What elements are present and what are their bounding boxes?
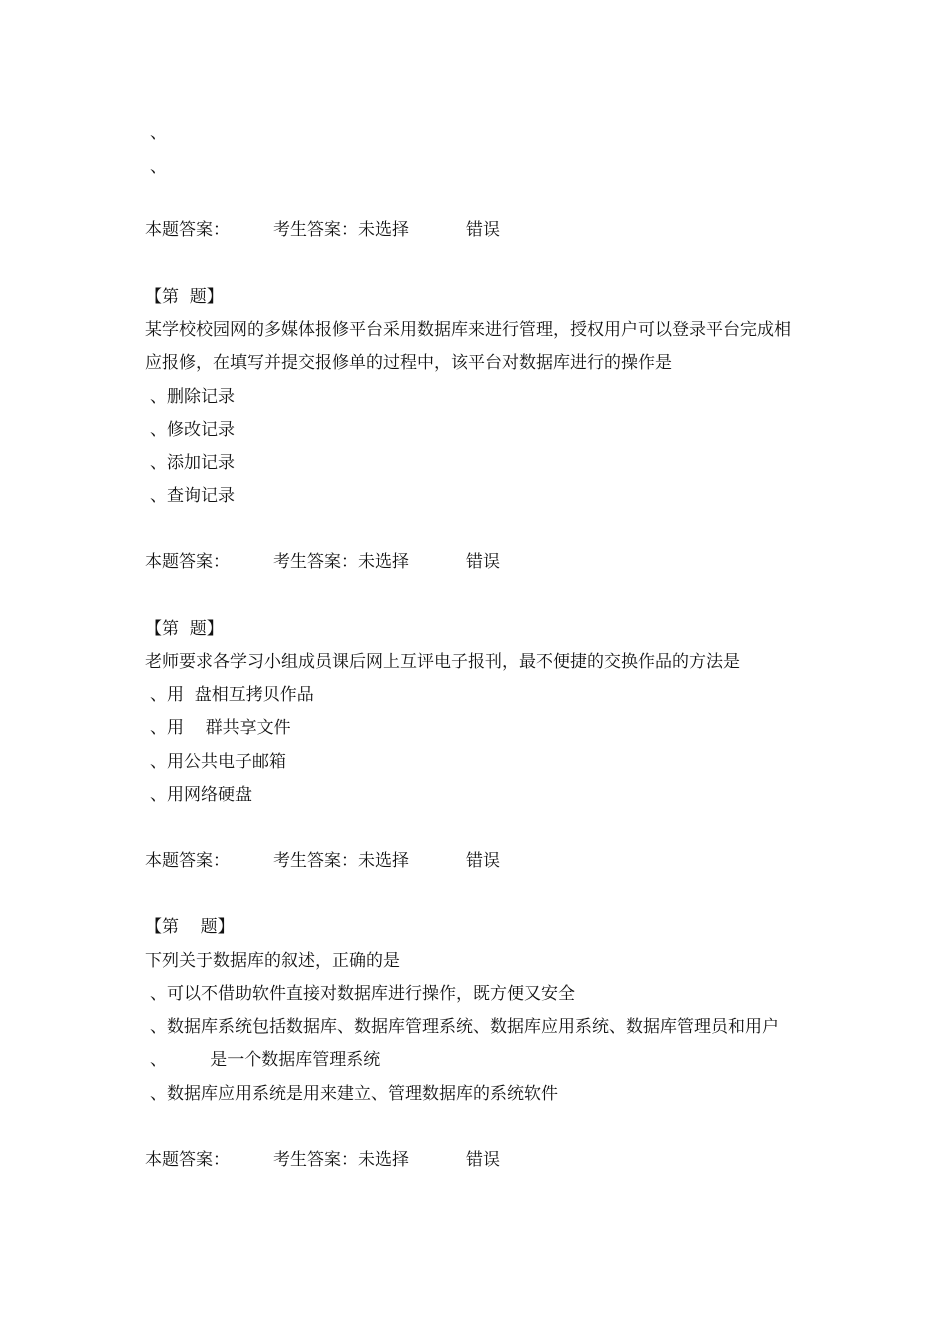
option-d: 、查询记录 (150, 486, 235, 506)
option-c: 、添加记录 (150, 453, 235, 473)
correct-answer-label: 本题答案： (145, 851, 230, 871)
correct-answer-label: 本题答案： (145, 552, 230, 572)
question-stem-line: 某学校校园网的多媒体报修平台采用数据库来进行管理，授权用户可以登录平台完成相 (145, 320, 791, 340)
answer-row (145, 1149, 500, 1237)
question-header: 【第 题】 (145, 619, 224, 639)
student-answer: 考生答案：未选择 (273, 552, 409, 572)
option-b: 、用 群共享文件 (150, 718, 291, 738)
question-stem-line: 下列关于数据库的叙述，正确的是 (145, 951, 400, 971)
option-b: 、数据库系统包括数据库、数据库管理系统、数据库应用系统、数据库管理员和用户 (150, 1017, 779, 1037)
result-status: 错误 (466, 552, 500, 572)
option-a: 、用 盘相互拷贝作品 (150, 685, 314, 705)
question-header: 【第 题】 (145, 917, 235, 937)
option-b: 、 (150, 157, 167, 177)
option-d: 、数据库应用系统是用来建立、管理数据库的系统软件 (150, 1084, 558, 1104)
option-a: 、 (150, 123, 167, 143)
option-c: 、 是一个数据库管理系统 (150, 1050, 381, 1070)
result-status: 错误 (466, 220, 500, 240)
option-a: 、可以不借助软件直接对数据库进行操作，既方便又安全 (150, 984, 575, 1004)
question-stem-line: 老师要求各学习小组成员课后网上互评电子报刊，最不便捷的交换作品的方法是 (145, 652, 740, 672)
option-d: 、用网络硬盘 (150, 785, 252, 805)
student-answer: 考生答案：未选择 (273, 220, 409, 240)
option-b: 、修改记录 (150, 420, 235, 440)
question-stem-line: 应报修，在填写并提交报修单的过程中，该平台对数据库进行的操作是 (145, 353, 672, 373)
student-answer: 考生答案：未选择 (273, 1150, 409, 1170)
correct-answer-label: 本题答案： (145, 1150, 230, 1170)
result-status: 错误 (466, 1150, 500, 1170)
correct-answer-label: 本题答案： (145, 220, 230, 240)
option-a: 、删除记录 (150, 387, 235, 407)
option-c: 、用公共电子邮箱 (150, 752, 286, 772)
question-header: 【第 题】 (145, 287, 224, 307)
result-status: 错误 (466, 851, 500, 871)
student-answer: 考生答案：未选择 (273, 851, 409, 871)
